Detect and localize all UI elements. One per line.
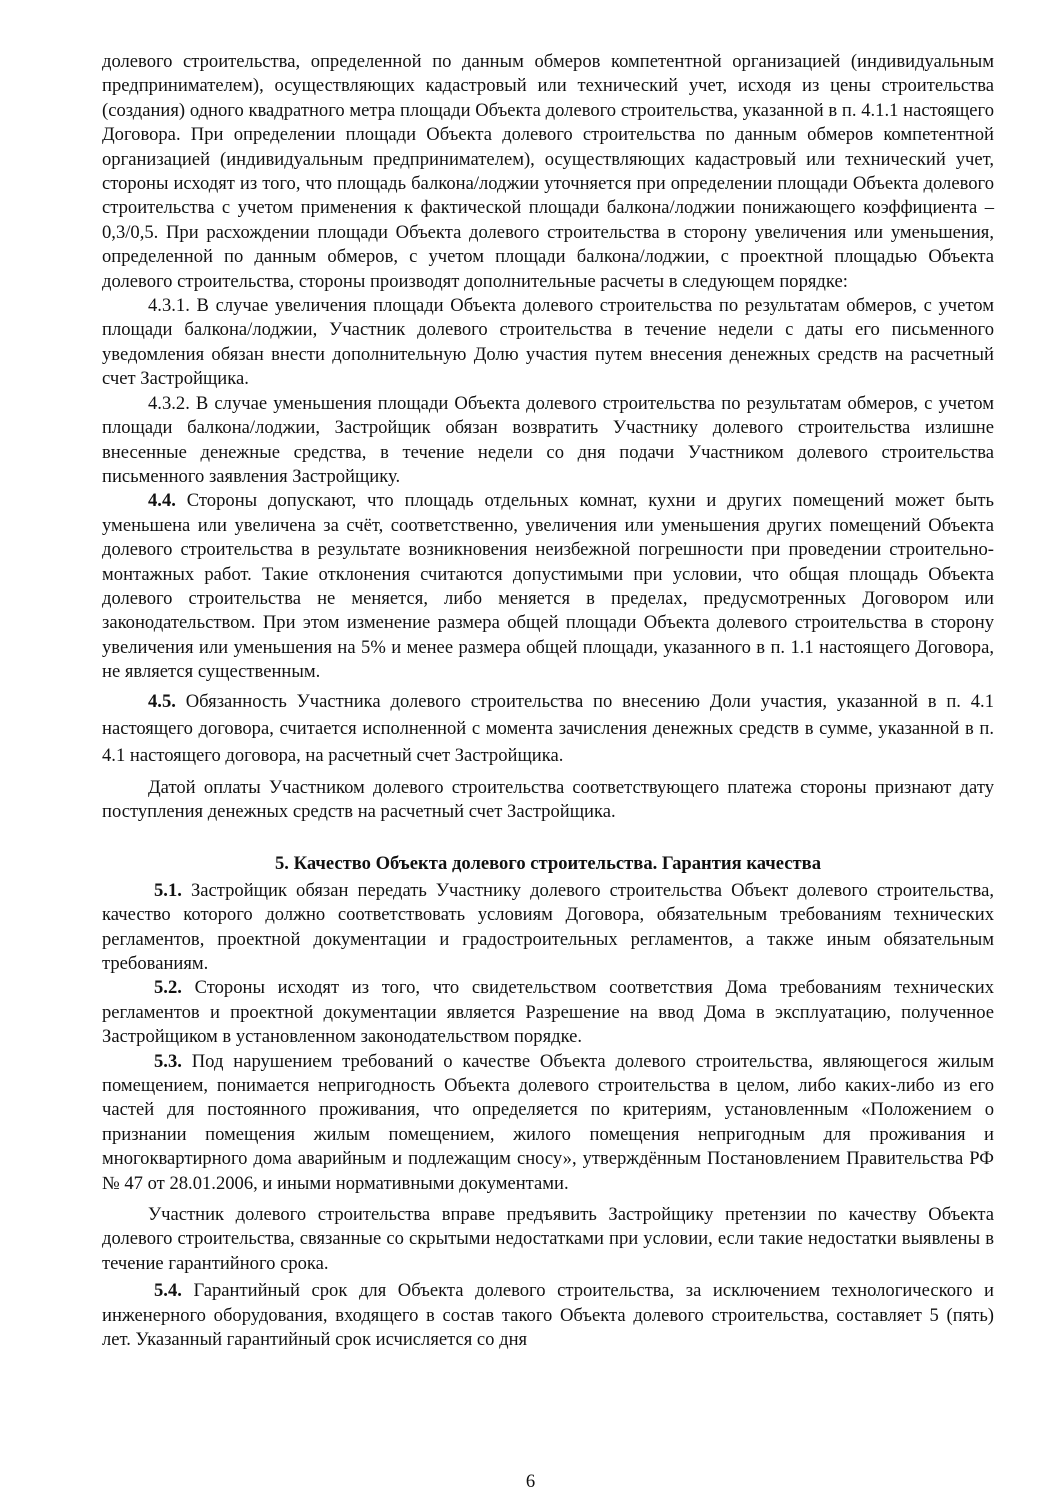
clause-number: 4.5. <box>148 690 176 712</box>
clause-text: Под нарушением требований о качестве Объекта долевого строительства, являющегося жилым помещением, понимается непригодность Объекта долевого строительства в целом, либо каких-либо из его частей для постоянного проживания, что определяется по критериям, установленным «Положением о признании помещения жилым помещением, жилого помещения непригодным для проживания и многоквартирного дома аварийным и подлежащим сносу», утверждённым Постановлением Правительства РФ № 47 от 28.01.2006, и иными нормативными документами. <box>102 1050 994 1194</box>
paragraph-5-1 <box>102 879 994 977</box>
clause-text: Стороны исходят из того, что свидетельством соответствия Дома требованиям технических регламентов и проектной документации является Разрешение на ввод Дома в эксплуатацию, полученное Застройщиком в установленном законодательством порядке. <box>102 977 994 1048</box>
paragraph-5-4 <box>102 1279 994 1352</box>
paragraph-continuation: долевого строительства, определенной по данным обмеров компетентной организацией (индивидуальным предпринимателем), осуществляющих кадастровый или технический учет, исходя из цены строительства (создания) одного квадратного метра площади Объекта долевого строительства, указанной в п. 4.1.1 настоящего Договора. При определении площади Объекта долевого строительства по данным обмеров компетентной организацией (индивидуальным предпринимателем), осуществляющих кадастровый или технический учет, стороны исходят из того, что площадь балкона/лоджии уточняется при определении площади Объекта долевого строительства с учетом применения к фактической площади балкона/лоджии понижающего коэффициента – 0,3/0,5. При расхождении площади Объекта долевого строительства в сторону увеличения или уменьшения, определенной по данным обмеров, с учетом площади балкона/лоджии, с проектной площадью Объекта долевого строительства, стороны производят дополнительные расчеты в следующем порядке: <box>102 51 994 292</box>
paragraph-5-3 <box>102 1050 994 1196</box>
paragraph-5-2 <box>102 976 994 1049</box>
paragraph-4-3-2: 4.3.2. В случае уменьшения площади Объекта долевого строительства по результатам обмеров, с учетом площади балкона/лоджии, Застройщик обязан возвратить Участнику долевого строительства излишне внесенные денежные средства, в течение недели со дня подачи Участником долевого строительства письменного заявления Застройщику. <box>102 392 994 487</box>
document-page <box>102 50 994 1353</box>
clause-number: 5.3. <box>154 1050 182 1072</box>
clause-number: 5.4. <box>154 1280 182 1302</box>
page-number: 6 <box>525 1471 536 1492</box>
clause-number: 5.1. <box>154 879 182 901</box>
paragraph-4-5 <box>102 688 994 769</box>
clause-text: Гарантийный срок для Объекта долевого строительства, за исключением технологического и инженерного оборудования, входящего в состав такого Объекта долевого строительства, составляет 5 (пять) лет. Указанный гарантийный срок исчисляется со дня <box>102 1280 994 1351</box>
clause-number: 4.4. <box>148 490 176 512</box>
paragraph-payment-date: Датой оплаты Участником долевого строительства соответствующего платежа стороны признают дату поступления денежных средств на расчетный счет Застройщика. <box>102 776 994 822</box>
paragraph-4-3-1: 4.3.1. В случае увеличения площади Объекта долевого строительства по результатам обмеров, с учетом площади балкона/лоджии, Участник долевого строительства в течение недели с даты его письменного уведомления обязан внести дополнительную Долю участия путем внесения денежных средств на расчетный счет Застройщика. <box>102 295 994 390</box>
paragraph-4-4 <box>102 489 994 684</box>
clause-text: Обязанность Участника долевого строительства по внесению Доли участия, указанной в п. 4.1 настоящего договора, считается исполненной с момента зачисления денежных средств в сумме, указанной в п. 4.1 настоящего договора, на расчетный счет Застройщика. <box>102 690 995 766</box>
clause-text: Застройщик обязан передать Участнику долевого строительства Объект долевого строительства, качество которого должно соответствовать условиям Договора, обязательным требованиям технических регламентов, проектной документации и градостроительных регламентов, а также иным обязательным требованиям. <box>102 879 994 974</box>
clause-text: Стороны допускают, что площадь отдельных комнат, кухни и других помещений может быть уменьшена или увеличена за счёт, соответственно, увеличения или уменьшения других помещений Объекта долевого строительства в результате возникновения неизбежной погрешности при проведении строительно-монтажных работ. Такие отклонения считаются допустимыми при условии, что общая площадь Объекта долевого строительства не меняется, либо меняется в пределах, предусмотренных Договором или законодательством. При этом изменение размера общей площади Объекта долевого строительства в сторону увеличения или уменьшения на 5% и менее размера общей площади, указанного в п. 1.1 настоящего Договора, не является существенным. <box>102 490 994 683</box>
paragraph-claims: Участник долевого строительства вправе предъявить Застройщику претензии по качеству Объекта долевого строительства, связанные со скрытыми недостатками при условии, если такие недостатки выявлены в течение гарантийного срока. <box>102 1204 994 1274</box>
clause-number: 5.2. <box>154 977 182 999</box>
section-5-title: 5. Качество Объекта долевого строительства. Гарантия качества <box>275 853 821 875</box>
